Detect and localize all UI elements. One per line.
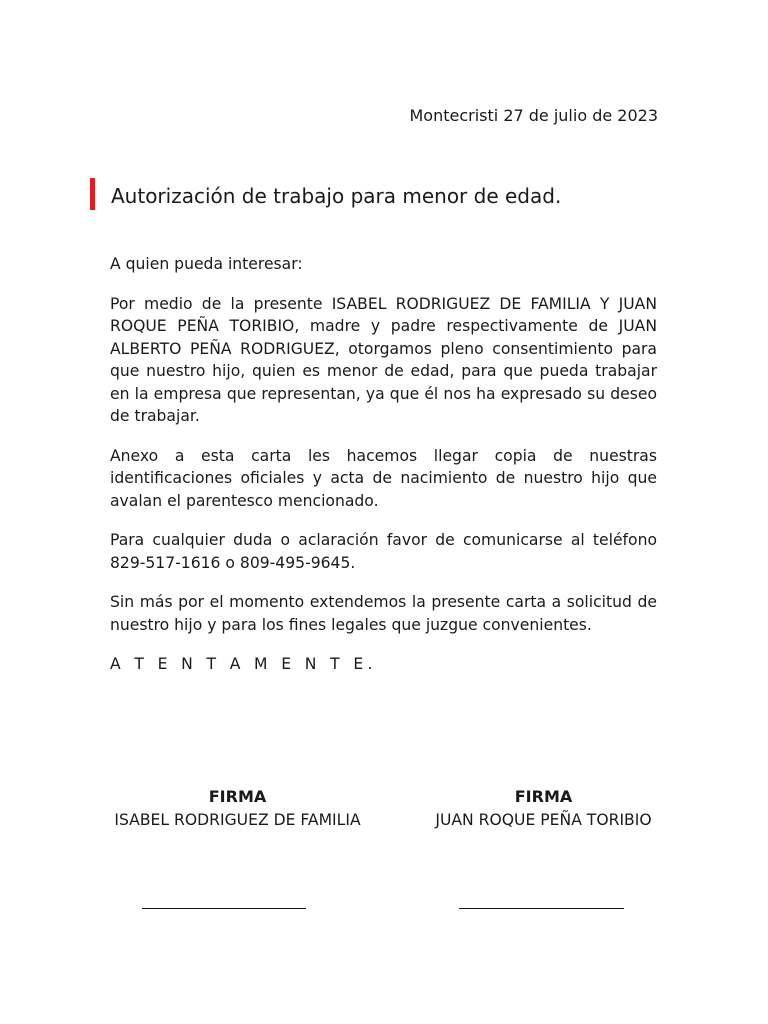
signature-line-father xyxy=(459,908,624,909)
greeting: A quien pueda interesar: xyxy=(110,255,303,273)
paragraph-contact: Para cualquier duda o aclaración favor de comunicarse al teléfono 829-517-1616 o 809-495-9645. xyxy=(110,531,657,572)
paragraph-closing-remarks: Sin más por el momento extendemos la presente carta a solicitud de nuestro hijo y para los fines legales que juzgue convenientes. xyxy=(110,593,657,634)
signature-label: FIRMA xyxy=(514,787,573,806)
signature-block-father xyxy=(425,786,662,831)
letter-body xyxy=(110,253,657,693)
signer-name: ISABEL RODRIGUEZ DE FAMILIA xyxy=(114,810,361,829)
document-title: Autorización de trabajo para menor de edad. xyxy=(111,184,562,208)
signer-name: JUAN ROQUE PEÑA TORIBIO xyxy=(435,810,652,829)
paragraph-attachments: Anexo a esta carta les hacemos llegar copia de nuestras identificaciones oficiales y acta de nacimiento de nuestro hijo que avalan el parentesco mencionado. xyxy=(110,446,657,510)
title-accent-bar xyxy=(90,178,95,210)
signature-block-mother xyxy=(110,786,365,831)
closing-salutation: A T E N T A M E N T E. xyxy=(110,655,377,673)
date-line: Montecristi 27 de julio de 2023 xyxy=(409,106,658,125)
signature-line-mother xyxy=(142,908,306,909)
signature-label: FIRMA xyxy=(208,787,267,806)
paragraph-authorization: Por medio de la presente ISABEL RODRIGUEZ DE FAMILIA Y JUAN ROQUE PEÑA TORIBIO, madre y padre respectivamente de JUAN ALBERTO PEÑA RODRIGUEZ, otorgamos pleno consentimiento para que nuestro hijo, quien es menor de edad, para que pueda trabajar en la empresa que representan, ya que él nos ha expresado su deseo de trabajar. xyxy=(110,294,657,425)
